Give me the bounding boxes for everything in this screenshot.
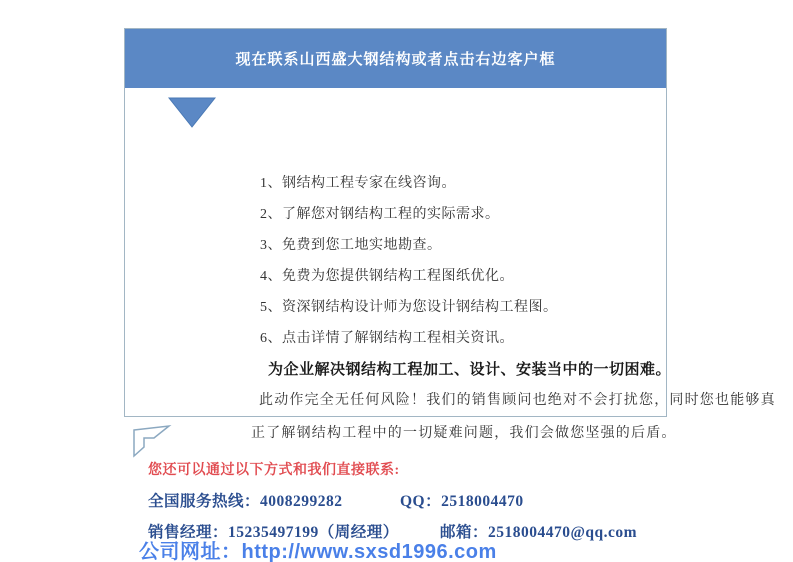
step-item-4: 4、免费为您提供钢结构工程图纸优化。 (260, 269, 514, 284)
qq-text: QQ：2518004470 (400, 493, 524, 510)
highlight-text: 为企业解决钢结构工程加工、设计、安装当中的一切困难。 (268, 362, 672, 378)
banner-header (125, 29, 666, 88)
step-item-6: 6、点击详情了解钢结构工程相关资讯。 (260, 331, 514, 346)
website-link[interactable]: 公司网址：http://www.sxsd1996.com (139, 541, 497, 562)
email-text: 邮箱：2518004470@qq.com (440, 524, 638, 541)
down-triangle-icon (168, 97, 216, 128)
hotline-text: 全国服务热线：4008299282 (148, 493, 343, 510)
paragraph-line-1: 此动作完全无任何风险！我们的销售顾问也绝对不会打扰您，同时您也能够真 (259, 393, 776, 408)
contact-intro-text: 您还可以通过以下方式和我们直接联系: (148, 463, 400, 478)
corner-flag-icon (128, 423, 172, 461)
step-item-5: 5、资深钢结构设计师为您设计钢结构工程图。 (260, 300, 558, 315)
content-box (124, 28, 776, 441)
step-item-2: 2、了解您对钢结构工程的实际需求。 (260, 207, 500, 222)
step-item-1: 1、钢结构工程专家在线咨询。 (260, 176, 456, 191)
step-item-3: 3、免费到您工地实地勘查。 (260, 238, 442, 253)
manager-phone-text: 销售经理：15235497199（周经理） (148, 524, 399, 541)
banner-title: 现在联系山西盛大钢结构或者点击右边客户框 (235, 52, 556, 68)
paragraph-line-2: 正了解钢结构工程中的一切疑难问题，我们会做您坚强的后盾。 (251, 426, 677, 441)
